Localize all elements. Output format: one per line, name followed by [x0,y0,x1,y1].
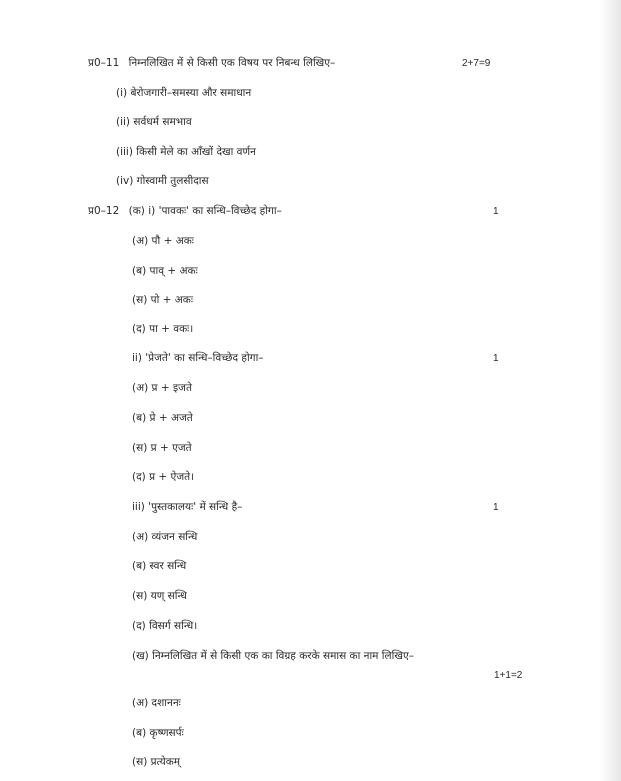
question-12-sub-ii: ii) 'प्रेजते' का सन्धि–विच्छेद होगा– [132,352,264,364]
question-12-sub-iii: iii) 'पुस्तकालयः' में सन्धि है– [132,501,243,513]
question-12-sub-iii-marks: 1 [493,502,499,513]
question-12-part-ka-marks: 1 [493,206,499,217]
option-i-a: (अ) पौ + अकः [132,235,194,247]
question-11-marks: 2+7=9 [462,58,491,69]
essay-topic-3: (iii) किसी मेले का आँखों देखा वर्णन [116,146,256,158]
essay-topic-1: (i) बेरोजगारी–समस्या और समाधान [116,87,252,99]
option-ii-d: (द) प्र + ऐजते। [132,471,195,483]
essay-topic-2: (ii) सर्वधर्म समभाव [116,116,192,128]
option-kha-a: (अ) दशाननः [132,697,181,709]
option-ii-c: (स) प्र + एजते [132,442,192,454]
question-12 [88,204,282,218]
option-kha-b: (ब) कृष्णसर्पः [132,727,184,739]
question-12-sub-ii-marks: 1 [493,353,499,364]
option-iii-d: (द) विसर्ग सन्धि। [132,620,198,632]
option-i-c: (स) पो + अकः [132,294,193,306]
question-12-part-kha-marks: 1+1=2 [494,670,523,681]
option-i-d: (द) पा + वकः। [132,323,194,335]
option-ii-b: (ब) प्रे + अजते [132,412,193,424]
page-edge-shadow [599,0,621,781]
question-11-text: निम्नलिखित में से किसी एक विषय पर निबन्ध लिखिए– [128,57,336,69]
option-iii-c: (स) यण् सन्धि [132,590,187,602]
option-ii-a: (अ) प्र + इजते [132,382,192,394]
question-12-number: प्र0–12 [88,205,120,217]
option-kha-c: (स) प्रत्येकम् [132,756,181,768]
essay-topic-4: (iv) गोस्वामी तुलसीदास [116,175,209,187]
option-iii-b: (ब) स्वर सन्धि [132,560,187,572]
question-12-part-ka: (क) i) 'पावकः' का सन्धि–विच्छेद होगा– [128,205,282,217]
option-i-b: (ब) पाव् + अकः [132,265,198,277]
question-12-part-kha: (ख) निम्नलिखित में से किसी एक का विग्रह करके समास का नाम लिखिए– [132,650,414,662]
question-11-number: प्र0–11 [88,57,120,69]
option-iii-a: (अ) व्यंजन सन्धि [132,531,198,543]
question-11 [88,56,335,70]
